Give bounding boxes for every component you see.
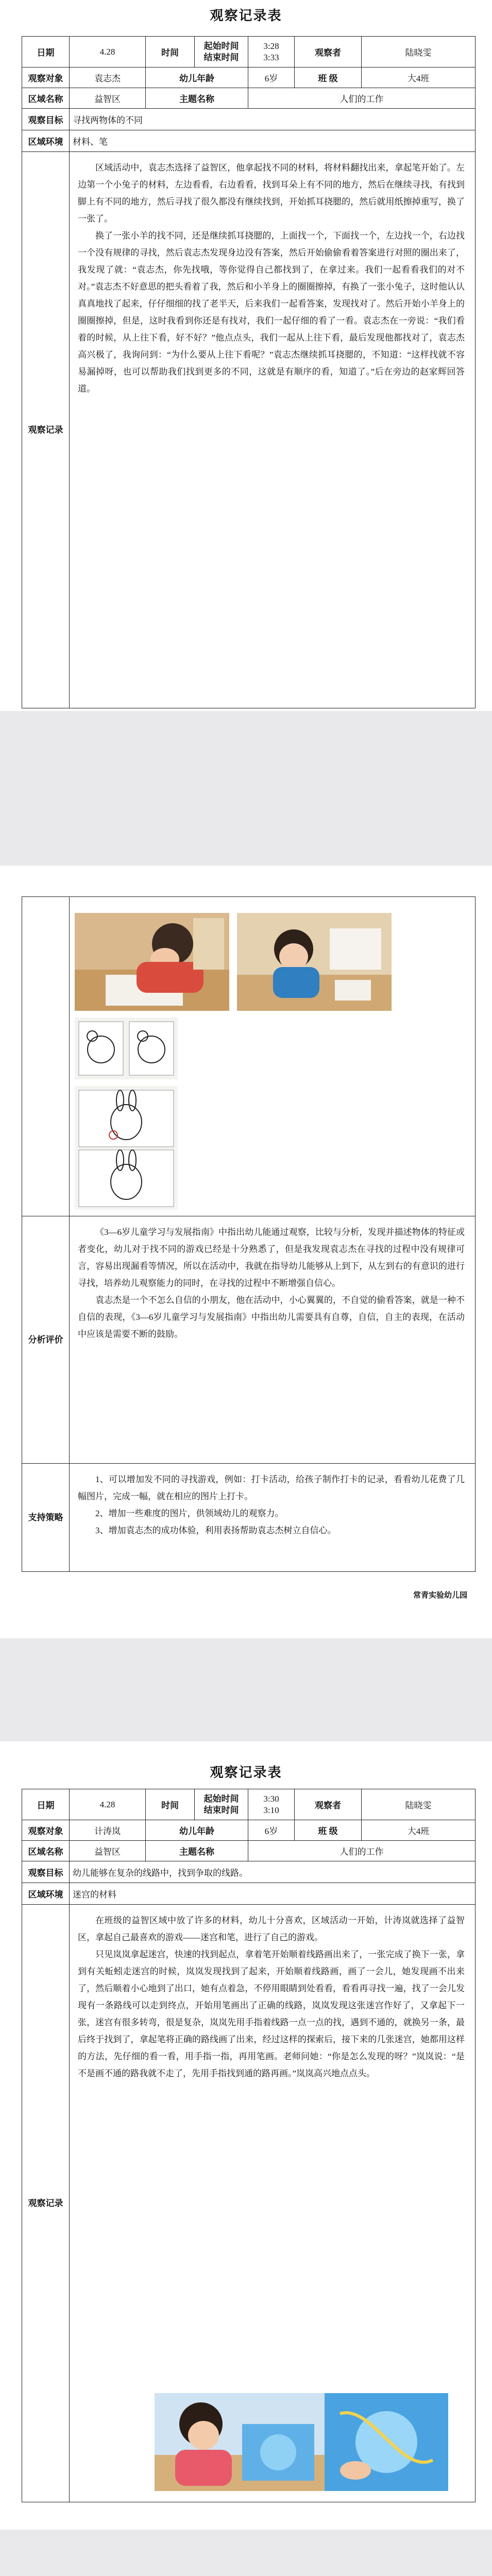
time-label: 时间 — [146, 1789, 195, 1820]
subject-label: 观察对象 — [22, 67, 70, 88]
env-value: 材料、笔 — [70, 130, 476, 152]
observation-table-header — [22, 36, 476, 708]
goal-value: 幼儿能够在复杂的线路中，找到争取的线路。 — [70, 1861, 476, 1883]
goal-label: 观察目标 — [22, 109, 70, 130]
record-paragraph: 换了一张小羊的找不同，还是继续抓耳挠腮的，上面找一个，下面找一个，左边找一个，右边找一个没有规律的寻找，然后袁志杰发现身边没有答案，然后开始偷偷看着答案进行对照的圈出来了，我发现了就：“袁志杰，你先找哦，等你觉得自己都找到了，在拿过来。我们一起看看我们的对不对。”袁志杰不好意思的把头看着了我，然后和小羊身上的圈圈擦掉，有换了一张小兔子，这时他认认真真地找了起来，仔仔细细的找了老半天，后来我们一起看答案，发现找对了。然后开始小羊身上的圈圈擦掉，但是，这时我看到你还是有找对，我们一起仔细的看了一看。袁志杰在一旁说：“我们看着的时候，从上往下看，好不好？”他点点头，我们一起从上往下看，最后发现他都找对了，袁志杰高兴极了，我询问到：“为什么要从上往下看呢？”袁志杰继续抓耳挠腮的，不知道：“这样找就不容易漏掉呀，也可以帮助我们找到更多的不同，这就是有顺序的看，知道了。”后在旁边的赵家辉回答道。 — [78, 231, 465, 394]
activity-label: 主题名称 — [146, 88, 248, 109]
env-label: 区域环境 — [22, 130, 70, 152]
date-label: 日期 — [22, 1789, 70, 1820]
strategy-text — [70, 1464, 476, 1572]
record2-page1 — [0, 1741, 492, 2530]
end-time-label: 结束时间 — [203, 1805, 239, 1815]
page-title: 观察记录表 — [210, 1765, 282, 1780]
strategy-item: 3、增加袁志杰的成功体验，利用表扬帮助袁志杰树立自信心。 — [95, 1526, 336, 1535]
class-label: 班 级 — [295, 1820, 362, 1841]
age-value: 6岁 — [248, 67, 295, 88]
photo-child-drawing — [75, 913, 229, 1011]
record1-page2 — [0, 866, 492, 1638]
env-value: 迷宫的材料 — [70, 1883, 476, 1905]
start-time-value: 3:30 — [263, 1793, 279, 1804]
analysis-paragraph: 袁志杰是一个不怎么自信的小朋友，他在活动中，小心翼翼的，不自觉的偷看答案，就是一种不自信的表现，《3—6岁儿童学习与发展指南》中指出幼儿需要具有自尊，自信，自主的表现，在活动中应该是需要不断的鼓励。 — [78, 1295, 465, 1339]
activity-value: 人们的工作 — [248, 1841, 476, 1861]
class-label: 班 级 — [295, 67, 362, 88]
age-value: 6岁 — [248, 1820, 295, 1841]
analysis-paragraph: 《3—6岁儿童学习与发展指南》中指出幼儿能通过观察，比较与分析，发现并描述物体的特征或者变化，幼儿对于找不同的游戏已经是十分熟悉了，但是我发现袁志杰在寻找的过程中没有规律可言，容易出现漏看等情况，所以在活动中，我就在指导幼儿能够从上到下，从左到右的有意识的进行寻找，培养幼儿观察能力的同时，在寻找的过程中不断增强自信心。 — [78, 1227, 465, 1288]
end-time-label: 结束时间 — [203, 52, 239, 62]
record-narrative — [70, 152, 476, 708]
subject-value: 袁志杰 — [70, 67, 146, 88]
goal-value: 寻找两物体的不同 — [70, 109, 476, 130]
class-value: 大4班 — [362, 1820, 476, 1841]
activity-label: 主题名称 — [146, 1841, 248, 1861]
end-time-value: 3:10 — [263, 1805, 279, 1815]
date-value: 4.28 — [70, 1789, 146, 1820]
area-label: 区域名称 — [22, 88, 70, 109]
age-label: 幼儿年龄 — [146, 1820, 248, 1841]
strategy-item: 1、可以增加发不同的寻找游戏，例如：打卡活动，给孩子制作打卡的记录，看看幼儿花费了几幅图片，完成一幅，就在相应的图片上打卡。 — [78, 1475, 465, 1501]
school-name: 常青实验幼儿园 — [413, 1591, 467, 1600]
photo-maze-girl — [155, 2393, 325, 2491]
observer-value: 陆晓雯 — [362, 1789, 476, 1820]
page-gap — [0, 1638, 492, 1741]
photo-child-smiling — [237, 913, 392, 1011]
record-label: 观察记录 — [22, 152, 70, 708]
area-value: 益智区 — [70, 88, 146, 109]
analysis-text — [70, 1216, 476, 1464]
observer-label: 观察者 — [295, 1789, 362, 1820]
page-title: 观察记录表 — [210, 8, 282, 23]
observer-value: 陆晓雯 — [362, 37, 476, 67]
env-label: 区域环境 — [22, 1883, 70, 1905]
photo-worksheet-mouse — [75, 1018, 178, 1079]
area-label: 区域名称 — [22, 1841, 70, 1861]
page-gap — [0, 2530, 492, 2576]
subject-label: 观察对象 — [22, 1820, 70, 1841]
activity-value: 人们的工作 — [248, 88, 476, 109]
page-gap — [0, 711, 492, 866]
goal-label: 观察目标 — [22, 1861, 70, 1883]
record-label: 观察记录 — [22, 1905, 70, 2502]
date-label: 日期 — [22, 37, 70, 67]
time-label: 时间 — [146, 37, 195, 67]
analysis-label: 分析评价 — [22, 1216, 70, 1464]
record1-page1 — [0, 0, 492, 711]
end-time-value: 3:33 — [263, 52, 279, 62]
age-label: 幼儿年龄 — [146, 67, 248, 88]
record-paragraph: 区域活动中，袁志杰选择了益智区，他拿起找不同的材料，将材料翻找出来，拿起笔开始了。左边第一个小兔子的材料，左边看看，右边看看，找到耳朵上有不同的地方，然后在继续寻找，有找到脚上有不同的地方，然后寻找了很久都没有继续找到，开始抓耳挠腮的，然后就用纸擦掉重写，换了一张了。 — [78, 163, 465, 224]
start-time-label: 起始时间 — [203, 41, 239, 51]
strategy-item: 2、增加一些难度的图片，供领域幼儿的观察力。 — [95, 1509, 284, 1518]
photo-maze-hand — [325, 2393, 448, 2491]
photo-worksheet-rabbit — [75, 1086, 178, 1210]
area-value: 益智区 — [70, 1841, 146, 1861]
date-value: 4.28 — [70, 37, 146, 67]
record-paragraph: 只见岚岚拿起迷宫，快速的找到起点，拿着笔开始顺着线路画出来了，一张完成了换下一张，拿到有关蚯蚓走迷宫的时候，岚岚发现找到了起来，开始顺着线路画，画了一会儿，她发现画不出来了，然后顺着小心地到了出口，她有点着急，不停用眼睛到处看看，看看再寻找一遍，找了一会儿发现有一条路线可以走到终点，开始用笔画出了正确的线路，岚岚发现这张迷宫作好了，又拿起下一张，迷宫有很多转弯，很是复杂，岚岚先用手指着线路一点一点的找，遇到不通的，就换另一条，最后终于找到了，拿起笔将正确的路线画了出来，经过这样的探索后，接下来的几张迷宫，她都用这样的方法，先仔细的看一看，用手指一指，再用笔画。老师问她：“你是怎么发现的呀？”岚岚说：“是不是画不通的路我就不走了，先用手指找到通的路再画。”岚岚高兴地点点头。 — [78, 1950, 465, 2078]
observer-label: 观察者 — [295, 37, 362, 67]
subject-value: 计涛岚 — [70, 1820, 146, 1841]
start-time-value: 3:28 — [263, 41, 279, 51]
strategy-label: 支持策略 — [22, 1464, 70, 1572]
start-time-label: 起始时间 — [203, 1793, 239, 1804]
record-paragraph: 在班级的益智区域中放了许多的材料，幼儿十分喜欢，区域活动一开始，计涛岚就选择了益智区，拿起自己最喜欢的游戏——迷宫和笔，进行了自己的游戏。 — [78, 1916, 465, 1942]
class-value: 大4班 — [362, 67, 476, 88]
